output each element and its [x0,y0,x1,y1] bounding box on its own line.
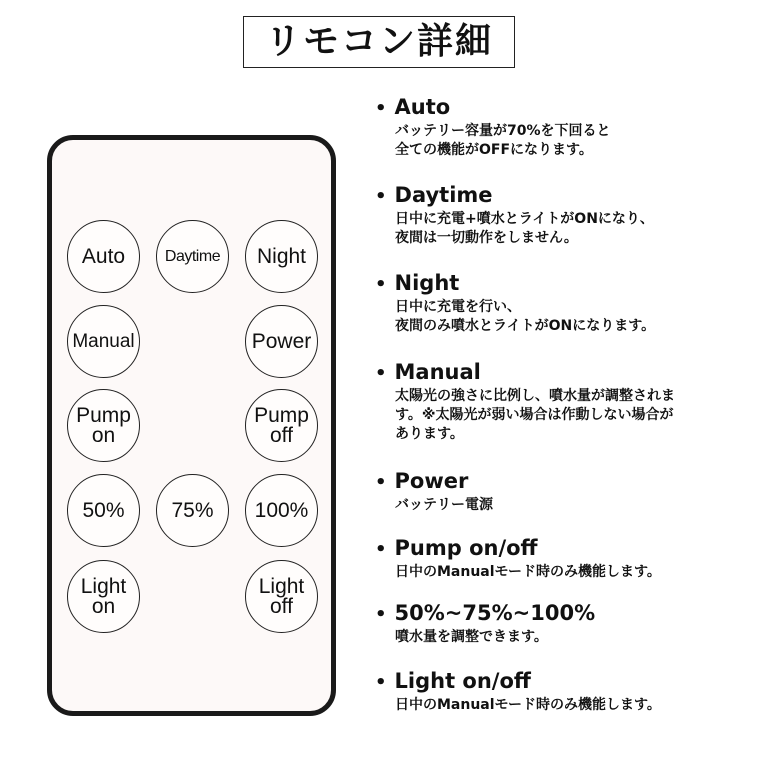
desc-line: す。※太陽光が弱い場合は作動しない場合が [395,407,674,424]
feature-auto [375,96,755,160]
feature-name: 50%~75%~100% [394,601,596,625]
pump-on-line1: Pump [76,403,131,427]
light-on-button[interactable] [67,560,140,633]
desc-line: バッテリー電源 [395,497,493,514]
auto-button-label: Auto [81,245,126,268]
75-percent-button[interactable] [156,474,229,547]
power-button-label: Power [251,330,312,353]
desc-line: 夜間のみ噴水とライトがONになります。 [395,318,656,335]
light-off-line2: off [270,594,293,618]
light-off-line1: Light [258,574,305,598]
desc-line: 全ての機能がOFFになります。 [395,142,593,159]
desc-line: 日中のManualモード時のみ機能します。 [395,564,661,581]
night-button-label: Night [256,245,307,268]
night-button[interactable] [245,220,318,293]
light-on-line1: Light [80,574,127,598]
feature-name: Power [394,469,469,493]
desc-line: 日中に充電を行い、 [395,299,521,316]
pump-off-button[interactable] [245,389,318,462]
desc-line: 夜間は一切動作をしません。 [395,230,578,247]
light-off-button-label [258,574,305,618]
desc-line: 日中のManualモード時のみ機能します。 [395,697,661,714]
feature-power [375,470,755,515]
feature-name: Auto [394,95,451,119]
auto-button[interactable] [67,220,140,293]
feature-night [375,272,755,336]
feature-light [375,670,755,715]
feature-desc [395,696,755,715]
feature-desc [395,563,755,582]
light-off-button[interactable] [245,560,318,633]
feature-desc [395,496,755,515]
feature-desc [395,298,755,336]
75-percent-button-label: 75% [171,499,214,522]
page-title-box [243,16,515,68]
desc-line: 噴水量を調整できます。 [395,629,548,646]
power-button[interactable] [245,305,318,378]
bullet-icon: • [375,98,387,119]
100-percent-button-label: 100% [254,499,309,522]
bullet-icon: • [375,472,387,493]
feature-manual [375,361,755,444]
light-on-button-label [80,574,127,618]
feature-desc [395,122,755,160]
bullet-icon: • [375,672,387,693]
desc-line: 日中に充電+噴水とライトがONになり、 [395,211,654,228]
feature-daytime [375,184,755,248]
50-percent-button-label: 50% [82,499,125,522]
pump-on-button[interactable] [67,389,140,462]
feature-desc [395,628,755,647]
feature-pump [375,537,755,582]
50-percent-button[interactable] [67,474,140,547]
100-percent-button[interactable] [245,474,318,547]
manual-button[interactable] [67,305,140,378]
feature-name: Daytime [394,183,493,207]
daytime-button-label: Daytime [164,247,221,265]
pump-off-line1: Pump [254,403,309,427]
pump-on-line2: on [91,423,116,447]
bullet-icon: • [375,274,387,295]
manual-button-label: Manual [72,331,135,352]
feature-name: Night [394,271,460,295]
bullet-icon: • [375,363,387,384]
desc-line: あります。 [395,426,464,443]
feature-name: Pump on/off [394,536,538,560]
feature-desc [395,210,755,248]
pump-on-button-label [76,403,131,447]
pump-off-button-label [254,403,309,447]
feature-name: Light on/off [394,669,531,693]
feature-name: Manual [394,360,481,384]
desc-line: バッテリー容量が70%を下回ると [395,123,611,140]
pump-off-line2: off [270,423,293,447]
bullet-icon: • [375,604,387,625]
light-on-line2: on [91,594,116,618]
page-title: リモコン詳細 [264,21,493,62]
bullet-icon: • [375,539,387,560]
desc-line: 太陽光の強さに比例し、噴水量が調整されま [395,388,675,405]
feature-flow-levels [375,602,755,647]
bullet-icon: • [375,186,387,207]
feature-desc [395,387,755,444]
daytime-button[interactable] [156,220,229,293]
